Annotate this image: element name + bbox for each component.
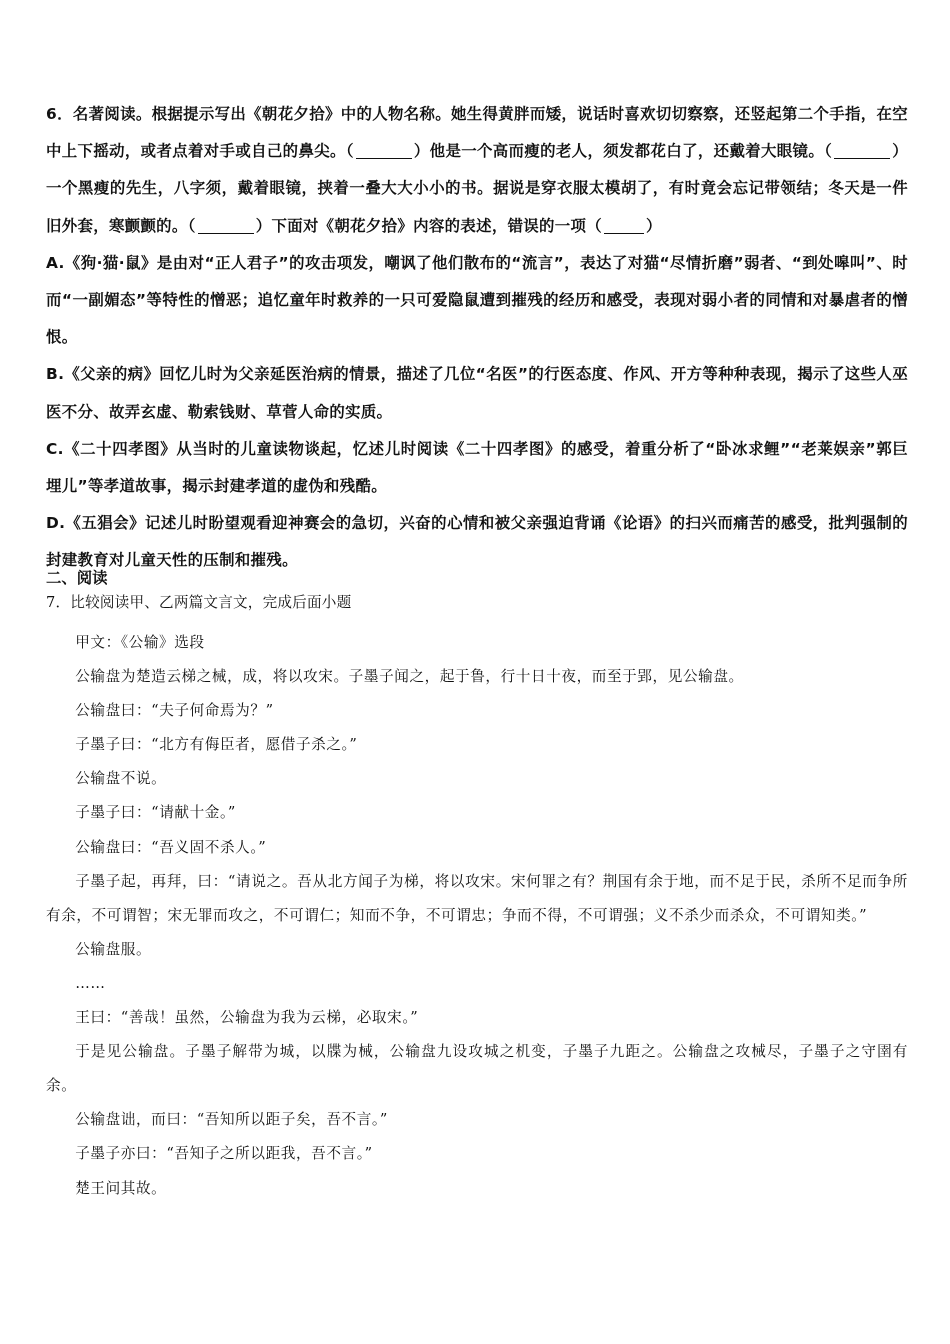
question-6-text-2: ）他是一个高而瘦的老人，须发都花白了，还戴着大眼镜。（ <box>413 142 833 161</box>
passage-ellipsis: …… <box>75 974 106 992</box>
passage-paragraph: 王曰：“善哉！虽然，公输盘为我为云梯，必取宋。” <box>75 1009 419 1027</box>
classical-passage <box>46 626 908 1206</box>
option-a: A.《狗·猫·鼠》是由对“正人君子”的攻击项发，嘲讽了他们散布的“流言”，表达了对猫“尽情折磨”弱者、“到处嗥叫”、时而“一副媚态”等特性的憎恶；追忆童年时救养的一只可爱隐鼠遭到摧残的经历和感受，表现对弱小者的同情和对暴虐者的憎恨。 <box>46 253 908 347</box>
question-6-text-3: ）一个黑瘦的先生，八字须，戴着眼镜，挟着一叠大大小小的书。据说是穿衣服太模胡了，有时竟会忘记带领结；冬天是一件旧外套，寒颤颤的。（ <box>46 142 908 235</box>
question-6-text-4: ）下面对《朝花夕拾》内容的表述，错误的一项（ <box>255 216 603 235</box>
option-d: D.《五猖会》记述儿时盼望观看迎神赛会的急切，兴奋的心情和被父亲强迫背诵《论语》的扫兴而痛苦的感受，批判强制的封建教育对儿童天性的压制和摧残。 <box>46 514 908 570</box>
answer-blank-1[interactable] <box>356 140 412 159</box>
section-heading: 二、阅读 <box>46 569 108 587</box>
passage-paragraph: 子墨子起，再拜，曰：“请说之。吾从北方闻子为梯，将以攻宋。宋何罪之有？荆国有余于地，而不足于民，杀所不足而争所有余，不可谓智；宋无罪而攻之，不可谓仁；知而不争，不可谓忠；争而不得，不可谓强；义不杀少而杀众，不可谓知类。” <box>46 872 908 924</box>
question-6-text-1: 6．名著阅读。根据提示写出《朝花夕拾》中的人物名称。她生得黄胖而矮，说话时喜欢切切察察，还竖起第二个手指，在空中上下摇动，或者点着对手或自己的鼻尖。（ <box>46 105 908 161</box>
passage-paragraph: 子墨子曰：“北方有侮臣者，愿借子杀之。” <box>75 736 358 754</box>
answer-blank-3[interactable] <box>198 215 254 234</box>
passage-paragraph: 公输盘曰：“夫子何命焉为？” <box>75 702 274 720</box>
passage-paragraph: 于是见公输盘。子墨子解带为城，以牒为械，公输盘九设攻城之机变，子墨子九距之。公输盘之攻械尽，子墨子之守圉有余。 <box>46 1043 908 1095</box>
passage-paragraph: 公输盘诎，而曰：“吾知所以距子矣，吾不言。” <box>75 1111 388 1129</box>
passage-paragraph: 楚王问其故。 <box>75 1179 167 1197</box>
option-c: C.《二十四孝图》从当时的儿童读物谈起，忆述儿时阅读《二十四孝图》的感受，着重分析了“卧冰求鲤”“老莱娱亲”郭巨埋儿”等孝道故事，揭示封建孝道的虚伪和残酷。 <box>46 439 908 496</box>
passage-title: 甲文：《公输》选段 <box>75 634 205 651</box>
question-7-prompt: 7．比较阅读甲、乙两篇文言文，完成后面小题 <box>46 594 352 611</box>
passage-paragraph: 公输盘曰：“吾义固不杀人。” <box>75 838 267 856</box>
answer-blank-4[interactable] <box>604 215 644 234</box>
passage-paragraph: 子墨子曰：“请献十金。” <box>75 804 236 822</box>
question-6-text-5: ） <box>646 216 662 235</box>
passage-paragraph: 公输盘为楚造云梯之械，成，将以攻宋。子墨子闻之，起于鲁，行十日十夜，而至于郢，见公输盘。 <box>75 668 744 686</box>
option-b: B.《父亲的病》回忆儿时为父亲延医治病的情景，描述了几位“名医”的行医态度、作风、开方等种种表现，揭示了这些人巫医不分、故弄玄虚、勒索钱财、草菅人命的实质。 <box>46 365 908 421</box>
passage-paragraph: 公输盘服。 <box>75 940 152 958</box>
answer-blank-2[interactable] <box>834 140 890 159</box>
question-6-stem <box>46 96 908 245</box>
question-6 <box>46 96 908 580</box>
passage-paragraph: 公输盘不说。 <box>75 770 167 788</box>
passage-paragraph: 子墨子亦曰：“吾知子之所以距我，吾不言。” <box>75 1145 373 1163</box>
